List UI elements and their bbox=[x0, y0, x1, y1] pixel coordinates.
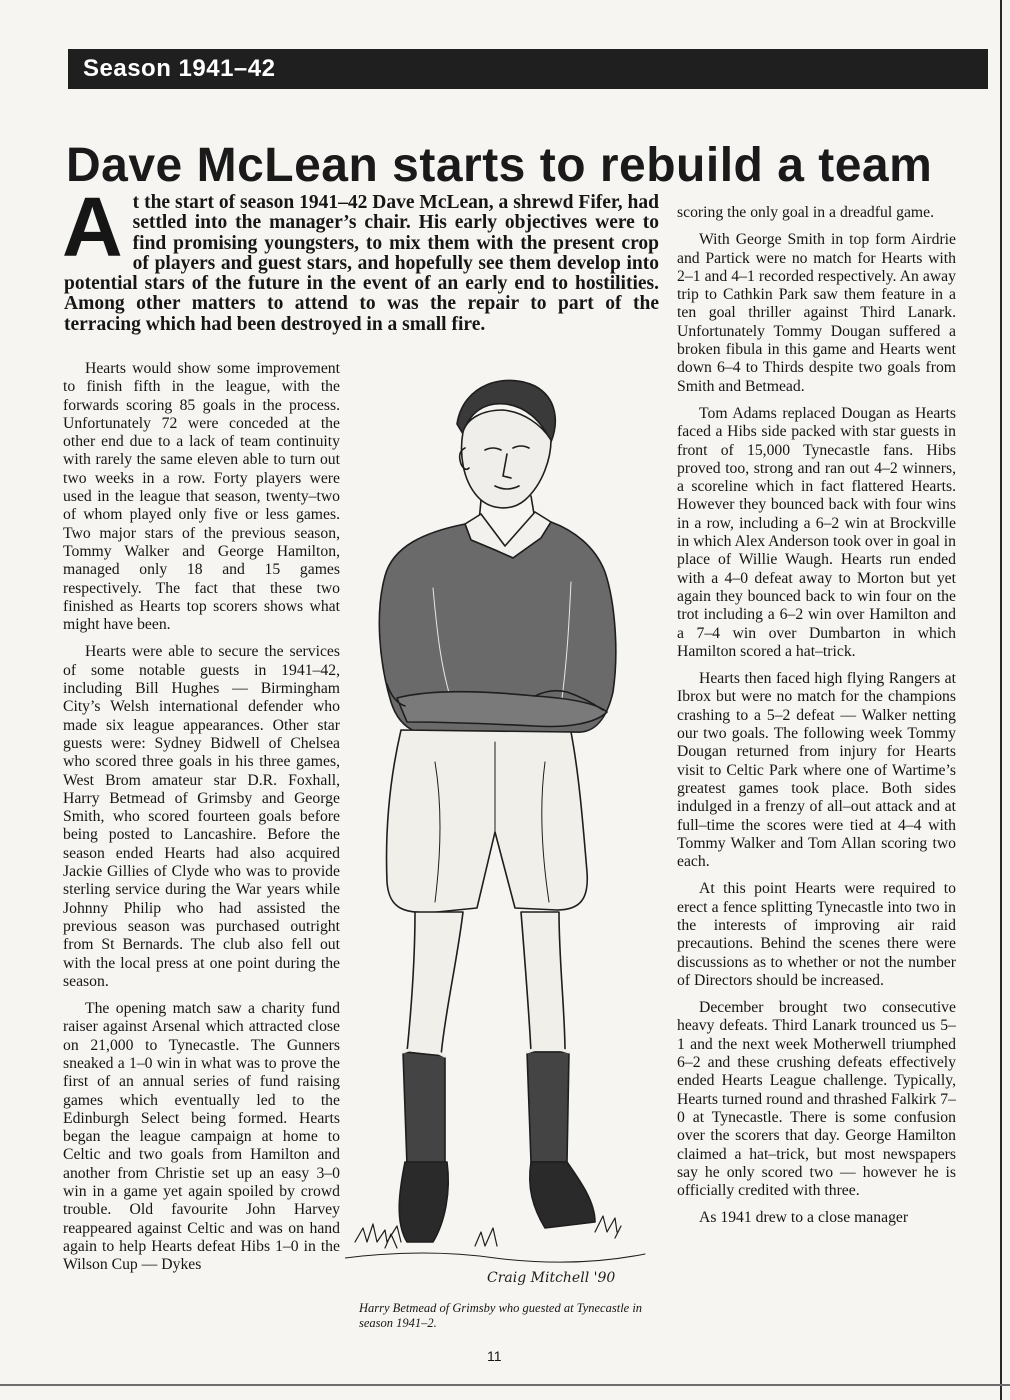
intro-text: t the start of season 1941–42 Dave McLean, a shrewd Fifer, had settled into the manager’s chair. His early objectives were to find promising youngsters, to mix them with the present crop of players and guest stars, and hopefully see them develop into potential stars of the future in the event of an early end to hostilities. Among other matters to attend to was the repair to part of the terracing which had been destroyed in a small fire. bbox=[64, 192, 659, 335]
shorts bbox=[387, 730, 588, 912]
page-bottom-edge bbox=[0, 1384, 1010, 1386]
right-column bbox=[677, 204, 956, 1237]
right-leg bbox=[521, 912, 565, 1052]
left-leg bbox=[407, 912, 463, 1056]
section-header-bar bbox=[68, 49, 988, 89]
right-paragraph-4: Hearts then faced high flying Rangers at Ibrox but were no match for the champions crashing to a 5–2 defeat — Walker netting our two goals. The following week Tommy Dougan returned from injury for Hearts visit to Celtic Park where one of Wartime’s greatest games took place. Both sides indulged in a frenzy of all–out attack and at full–time the scores were tied at 4–4 with Tommy Walker and Tom Allan scoring two each. bbox=[677, 670, 956, 871]
right-paragraph-1: scoring the only goal in a dreadful game. bbox=[677, 204, 935, 221]
section-label: Season 1941–42 bbox=[83, 55, 276, 82]
right-sock bbox=[527, 1052, 569, 1162]
article-headline: Dave McLean starts to rebuild a team bbox=[66, 139, 933, 193]
illustration-caption: Harry Betmead of Grimsby who guested at Tynecastle in season 1941–2. bbox=[359, 1301, 643, 1330]
left-boot bbox=[399, 1162, 448, 1242]
left-paragraph-2: Hearts were able to secure the services of some notable guests in 1941–42, including Bill Hughes — Birmingham City’s Welsh international defender who made six league appearances. Other star guests were: Sydney Bidwell of Chelsea who scored three goals in his three games, West Brom amateur star D.R. Foxhall, Harry Betmead of Grimsby and George Smith, who scored fourteen goals before being posted to Lancashire. Before the season ended Hearts had also acquired Jackie Gillies of Clyde who was to provide sterling service during the War years while Johnny Philip who had assisted the previous season was purchased outright from St Bernards. The club also fell out with the local press at one point during the season. bbox=[63, 643, 340, 990]
page-number: 11 bbox=[487, 1348, 502, 1364]
page-edge bbox=[1000, 0, 1002, 1400]
drop-cap: A bbox=[62, 180, 123, 274]
footballer-illustration bbox=[345, 362, 650, 1302]
artist-signature: Craig Mitchell '90 bbox=[487, 1270, 616, 1286]
right-paragraph-3: Tom Adams replaced Dougan as Hearts faced a Hibs side packed with star guests in front of 15,000 Tynecastle fans. Hibs proved too, strong and ran out 4–2 winners, a scoreline which in fact flattered Hearts. However they bounced back with four wins in a row, including a 6–2 win at Brockville in which Alex Anderson took over in goal in place of Willie Waugh. Hearts run ended with a 4–0 defeat away to Morton but yet again they bounced back to win four on the trot including a 6–2 win over Hamilton and a 7–4 win over Dumbarton in which Hamilton scored a hat–trick. bbox=[677, 404, 956, 660]
right-paragraph-5: At this point Hearts were required to erect a fence splitting Tynecastle into two in the interests of improving air raid precautions. Behind the scenes there were discussions as to whether or not the number of Directors should be increased. bbox=[677, 880, 956, 989]
right-boot bbox=[530, 1162, 595, 1228]
intro-paragraph bbox=[62, 180, 659, 335]
right-paragraph-2: With George Smith in top form Airdrie and Partick were no match for Hearts with 2–1 and 4–1 recorded respectively. An away trip to Cathkin Park saw them feature in a ten goal thriller against Third Lanark. Unfortunately Tommy Dougan suffered a broken fibula in this game and Hearts went down 6–4 to Thirds despite two goals from Smith and Betmead. bbox=[677, 231, 956, 395]
left-sock bbox=[403, 1052, 445, 1166]
left-column bbox=[63, 360, 340, 1284]
left-paragraph-3: The opening match saw a charity fund raiser against Arsenal which attracted close on 21,000 to Tynecastle. The Gunners sneaked a 1–0 win in what was to prove the first of an annual series of fund raising games which eventually led to the Edinburgh Select being formed. Hearts began the league campaign at home to Celtic and two goals from Hamilton and another from Christie set up an easy 3–0 win in a game yet again spoiled by crowd trouble. Old favourite John Harvey reappeared against Celtic and was on hand again to help Hearts defeat Hibs 1–0 in the Wilson Cup — Dykes bbox=[63, 1000, 340, 1274]
right-paragraph-6: December brought two consecutive heavy defeats. Third Lanark trounced us 5–1 and the next week Motherwell triumphed 6–2 and these crushing defeats effectively ended Hearts League challenge. Typically, Hearts turned round and thrashed Falkirk 7–0 at Tynecastle. There is some confusion over the scorers that day. George Hamilton claimed a hat–trick, but most newspapers say he only scored two — however he is officially credited with three. bbox=[677, 999, 956, 1200]
left-paragraph-1: Hearts would show some improvement to finish fifth in the league, with the forwards scoring 85 goals in the process. Unfortunately 72 were conceded at the other end due to a lack of team continuity with rarely the same eleven able to turn out two weeks in a row. Forty players were used in the league that season, twenty–two of whom played only five or less games. Two major stars of the previous season, Tommy Walker and George Hamilton, managed only 18 and 15 games respectively. The fact that these two finished as Hearts top scorers shows what might have been. bbox=[63, 360, 340, 634]
right-paragraph-7: As 1941 drew to a close manager bbox=[699, 1209, 909, 1227]
